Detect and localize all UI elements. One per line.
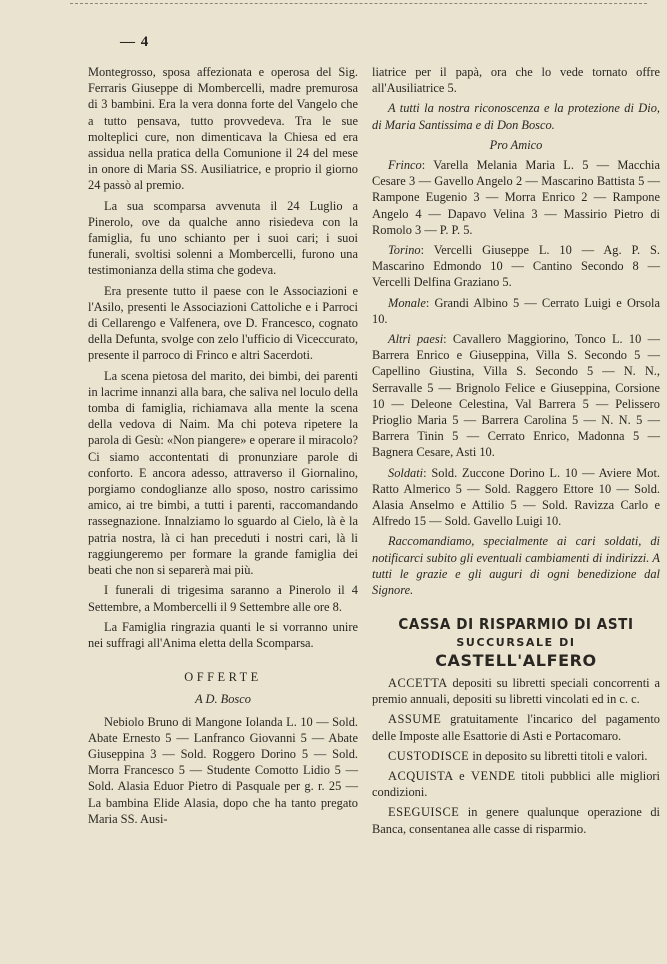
bank-service xyxy=(372,711,660,743)
bank-service xyxy=(372,675,660,707)
donation-entry: Frinco: Varella Melania Maria L. 5 — Macchia Cesare 3 — Gavello Angelo 2 — Mascarino Battista 5 — Rampone Eugenio 3 — Morra Enrico 2 — Rampone Angelo 4 — Dapavo Velina 3 — Massirio Pietro di Romolo 3 — P. P. 5. xyxy=(372,158,660,237)
bank-town: CASTELL'ALFERO xyxy=(435,650,597,670)
donation-text: Grandi Albino 5 — Cerrato Luigi e Orsola 10. xyxy=(372,295,660,326)
offerte-list: Nebiolo Bruno di Mangone Iolanda L. 10 — Sold. Abate Ernesto 5 — Lanfranco Giovanni 5 — Abate Giuseppina 3 — Sold. Roggero Dorino 5 — Sold. Morra Francesco 5 — Studente Comotto Lidio 5 — Sold. Alasia Eduor Pietro di Pasquale per g. r. 25 — La bambina Elide Alasia, dopo che ha tanto pregato Maria SS. Ausi- xyxy=(88,714,358,826)
bank-service-text: gratuitamente l'incarico del pagamento delle Imposte alle Esattorie di Asti e Portacomaro. xyxy=(372,712,660,743)
bank-service-verb: CUSTODISCE xyxy=(388,748,470,763)
recommendation-note: Raccomandiamo, specialmente ai cari soldati, di notificarci subito gli eventuali cambiamenti di indirizzi. A tutti le grazie e gli auguri di ogni benedizione dal Signore. xyxy=(372,534,660,598)
bank-service-verb: ACCETTA xyxy=(388,675,448,690)
bank-service-text: depositi su libretti speciali concorrenti a premio annuali, depositi su libretti vincolati ed in c. c. xyxy=(372,675,660,707)
donation-text: Vercelli Giuseppe L. 10 — Ag. P. S. Mascarino Edmondo 10 — Cantino Secondo 8 — Vercelli Delfina Graziano 5. xyxy=(372,243,660,290)
bank-service-text: titoli pubblici alle migliori condizioni. xyxy=(372,768,660,800)
offerte-continuation: liatrice per il papà, ora che lo vede tornato offre all'Ausiliatrice 5. xyxy=(372,65,660,96)
donation-entry: Torino: Vercelli Giuseppe L. 10 — Ag. P. S. Mascarino Edmondo 10 — Cantino Secondo 8 — Vercelli Delfina Graziano 5. xyxy=(372,243,660,290)
obituary-paragraph: Montegrosso, sposa affezionata e operosa del Sig. Ferraris Giuseppe di Mombercelli, madre premurosa di 3 bambini. Era la vera donna forte del Vangelo che a tutto pensava, tutto provvedeva. Tra le sue molteplici cure, non dimenticava la Chiesa ed era assidua nella pratica della Comunione il 24 del mese in onore di Maria SS. Ausiliatrice, e proprio il giorno 24 passò al premio. xyxy=(88,65,358,193)
obituary-paragraph: I funerali di trigesima saranno a Pinerolo il 4 Settembre, a Mombercelli il 9 Settembre alle ore 8. xyxy=(88,583,358,614)
obituary-paragraph: La Famiglia ringrazia quanti le si vorranno unire nei suffragi all'Anima eletta della Scomparsa. xyxy=(88,619,358,650)
bank-service xyxy=(372,804,660,836)
pro-amico-heading: Pro Amico xyxy=(489,137,543,152)
thanks-note: A tutti la nostra riconoscenza e la protezione di Dio, di Maria Santissima e di Don Bosco. xyxy=(372,101,660,132)
bank-service xyxy=(372,748,660,764)
bank-service-verb: ESEGUISCE xyxy=(388,805,460,820)
offerte-heading: OFFERTE xyxy=(184,670,262,685)
obituary-paragraph: Era presente tutto il paese con le Associazioni e l'Asilo, presenti le Associazioni Cattoliche e i Parroci di Cellarengo e Valfenera, ove D. Francesco, cognato della Defunta, svolge con zelo l'ufficio di Viceccurato, presente il parroco di Frinco e altri Sacerdoti. xyxy=(88,283,358,363)
right-column xyxy=(372,64,660,841)
donation-text: Sold. Zuccone Dorino L. 10 — Aviere Mot. Ratto Almerico 5 — Sold. Raggero Ettore 10 — Sold. Alasia Anselmo e Attilio 5 — Sold. Ravizza Carlo e Alfredo 15 — Sold. Gavello Luigi 10. xyxy=(372,465,660,529)
offerte-subheading: A D. Bosco xyxy=(195,692,251,707)
donation-text: Cavallero Maggiorino, Tonco L. 10 — Barrera Enrico e Giuseppina, Villa S. Secondo 5 — Capellino Giustina, Villa S. Secondo 5 — N. N., Serravalle 5 — Brignolo Felice e Giuseppina, Corsione 10 — Deleone Celestina, Val Barrera 5 — Pelissero Prioglio Maria 5 — Barrera Carolina 5 — N. N. 5 — Barrera Tinin 5 — Cerrato Enrico, Madonna 5 — Bagnera Cesare, Asti 10. xyxy=(372,332,660,460)
donation-entry: Altri paesi: Cavallero Maggiorino, Tonco L. 10 — Barrera Enrico e Giuseppina, Villa S. Secondo 5 — Capellino Giustina, Villa S. Secondo 5 — N. N., Serravalle 5 — Brignolo Felice e Giuseppina, Corsione 10 — Deleone Celestina, Val Barrera 5 — Pelissero Prioglio Maria 5 — Barrera Carolina 5 — N. N. 5 — Barrera Tinin 5 — Cerrato Enrico, Madonna 5 — Bagnera Cesare, Asti 10. xyxy=(372,332,660,460)
bank-service-verb: ACQUISTA e VENDE xyxy=(388,768,516,783)
donation-place: Altri paesi xyxy=(388,332,444,347)
bank-title: CASSA DI RISPARMIO DI ASTI xyxy=(398,615,634,634)
donation-text: Varella Melania Maria L. 5 — Macchia Cesare 3 — Gavello Angelo 2 — Mascarino Battista 5 — Rampone Eugenio 3 — Morra Enrico 2 — Rampone Angelo 4 — Dapavo Velina 3 — Massirio Pietro di Romolo 3 — P. P. 5. xyxy=(372,158,660,237)
obituary-paragraph: La sua scomparsa avvenuta il 24 Luglio a Pinerolo, ove da qualche anno risiedeva con la famiglia, fu uno schianto per i suoi cari; i suoi funerali, svoltisi solenni a Mombercelli, furono una testimonianza della stima che godeva. xyxy=(88,198,358,278)
obituary-paragraph: La scena pietosa del marito, dei bimbi, dei parenti in lacrime innanzi alla bara, che saliva nel loculo della tomba di famiglia, richiamava alla mente la scena della vedova di Naim. Ma chi poteva ripetere la parola di Gesù: «Non piangere» e operare il miracolo? Ci siamo accontentati di pronunziare parole di conforto. E ancora adesso, attraverso il Giornalino, porgiamo condoglianze allo sposo, nostro carissimo amico, ai tre bimbi, a tutti i parenti, raccomandando rassegnazione. Innalziamo lo sguardo al Cielo, là è la patria nostra, là ci han preceduti i nostri cari, là li raggiungeremo per formare la grande famiglia dei beati che non si separerà mai più. xyxy=(88,368,358,578)
page-number: — 4 xyxy=(120,34,150,50)
bank-service-text: in genere qualunque operazione di Banca, consentanea alle casse di risparmio. xyxy=(372,805,660,836)
donation-place: Torino xyxy=(388,243,421,258)
left-column xyxy=(88,64,358,831)
bank-service-verb: ASSUME xyxy=(388,712,442,727)
bank-service-text: in deposito su libretti titoli e valori. xyxy=(472,748,648,763)
bank-service xyxy=(372,768,660,800)
donation-entry: Soldati: Sold. Zuccone Dorino L. 10 — Aviere Mot. Ratto Almerico 5 — Sold. Raggero Ettore 10 — Sold. Alasia Anselmo e Attilio 5 — Sold. Ravizza Carlo e Alfredo 15 — Sold. Gavello Luigi 10. xyxy=(372,465,660,529)
donation-entry: Monale: Grandi Albino 5 — Cerrato Luigi e Orsola 10. xyxy=(372,295,660,326)
donation-place: Monale xyxy=(388,295,426,310)
top-rule xyxy=(70,3,647,4)
donation-place: Frinco xyxy=(388,158,422,173)
bank-subtitle: SUCCURSALE DI xyxy=(456,635,576,649)
donation-place: Soldati xyxy=(388,465,424,480)
